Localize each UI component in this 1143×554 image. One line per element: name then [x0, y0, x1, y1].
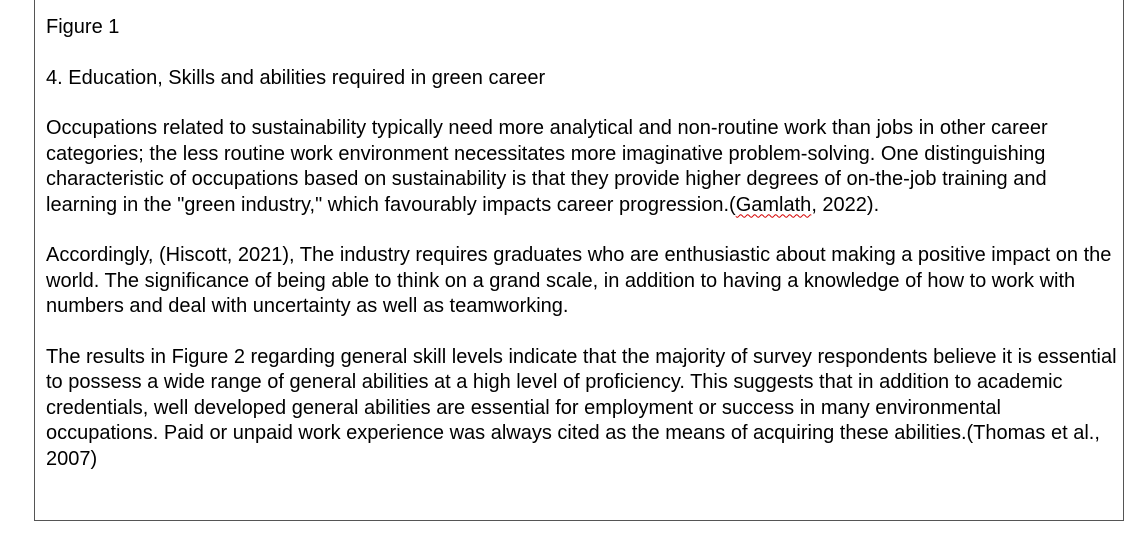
misspelled-word[interactable]: Gamlath [735, 193, 812, 216]
paragraph-1-citation-end: , 2022). [811, 193, 880, 216]
section-heading: 4. Education, Skills and abilities required in green career [46, 66, 546, 89]
paragraph-2: Accordingly, (Hiscott, 2021), The industry requires graduates who are enthusiastic about making a positive impact on the world. The significance of being able to think on a grand scale, in addition to having a knowledge of how to work with numbers and deal with uncertainty as well as teamworking. [46, 244, 1112, 317]
paragraph-1-text: Occupations related to sustainability typically need more analytical and non-routine work than jobs in other career categories; the less routine work environment necessitates more imaginative problem-solving. One distinguishing characteristic of occupations based on sustainability is that they provide higher degrees of on-the-job training and learning in the "green industry," which favourably impacts career progression.( [46, 117, 1048, 216]
document-body[interactable] [46, 15, 1118, 497]
paragraph-1 [46, 116, 1118, 218]
figure-label: Figure 1 [46, 16, 120, 38]
document-page [34, 0, 1124, 521]
paragraph-3: The results in Figure 2 regarding general skill levels indicate that the majority of survey respondents believe it is essential to possess a wide range of general abilities at a high level of proficiency. This suggests that in addition to academic credentials, well developed general abilities are essential for employment or success in many environmental occupations. Paid or unpaid work experience was always cited as the means of acquiring these abilities.(Thomas et al., 2007) [46, 345, 1117, 470]
